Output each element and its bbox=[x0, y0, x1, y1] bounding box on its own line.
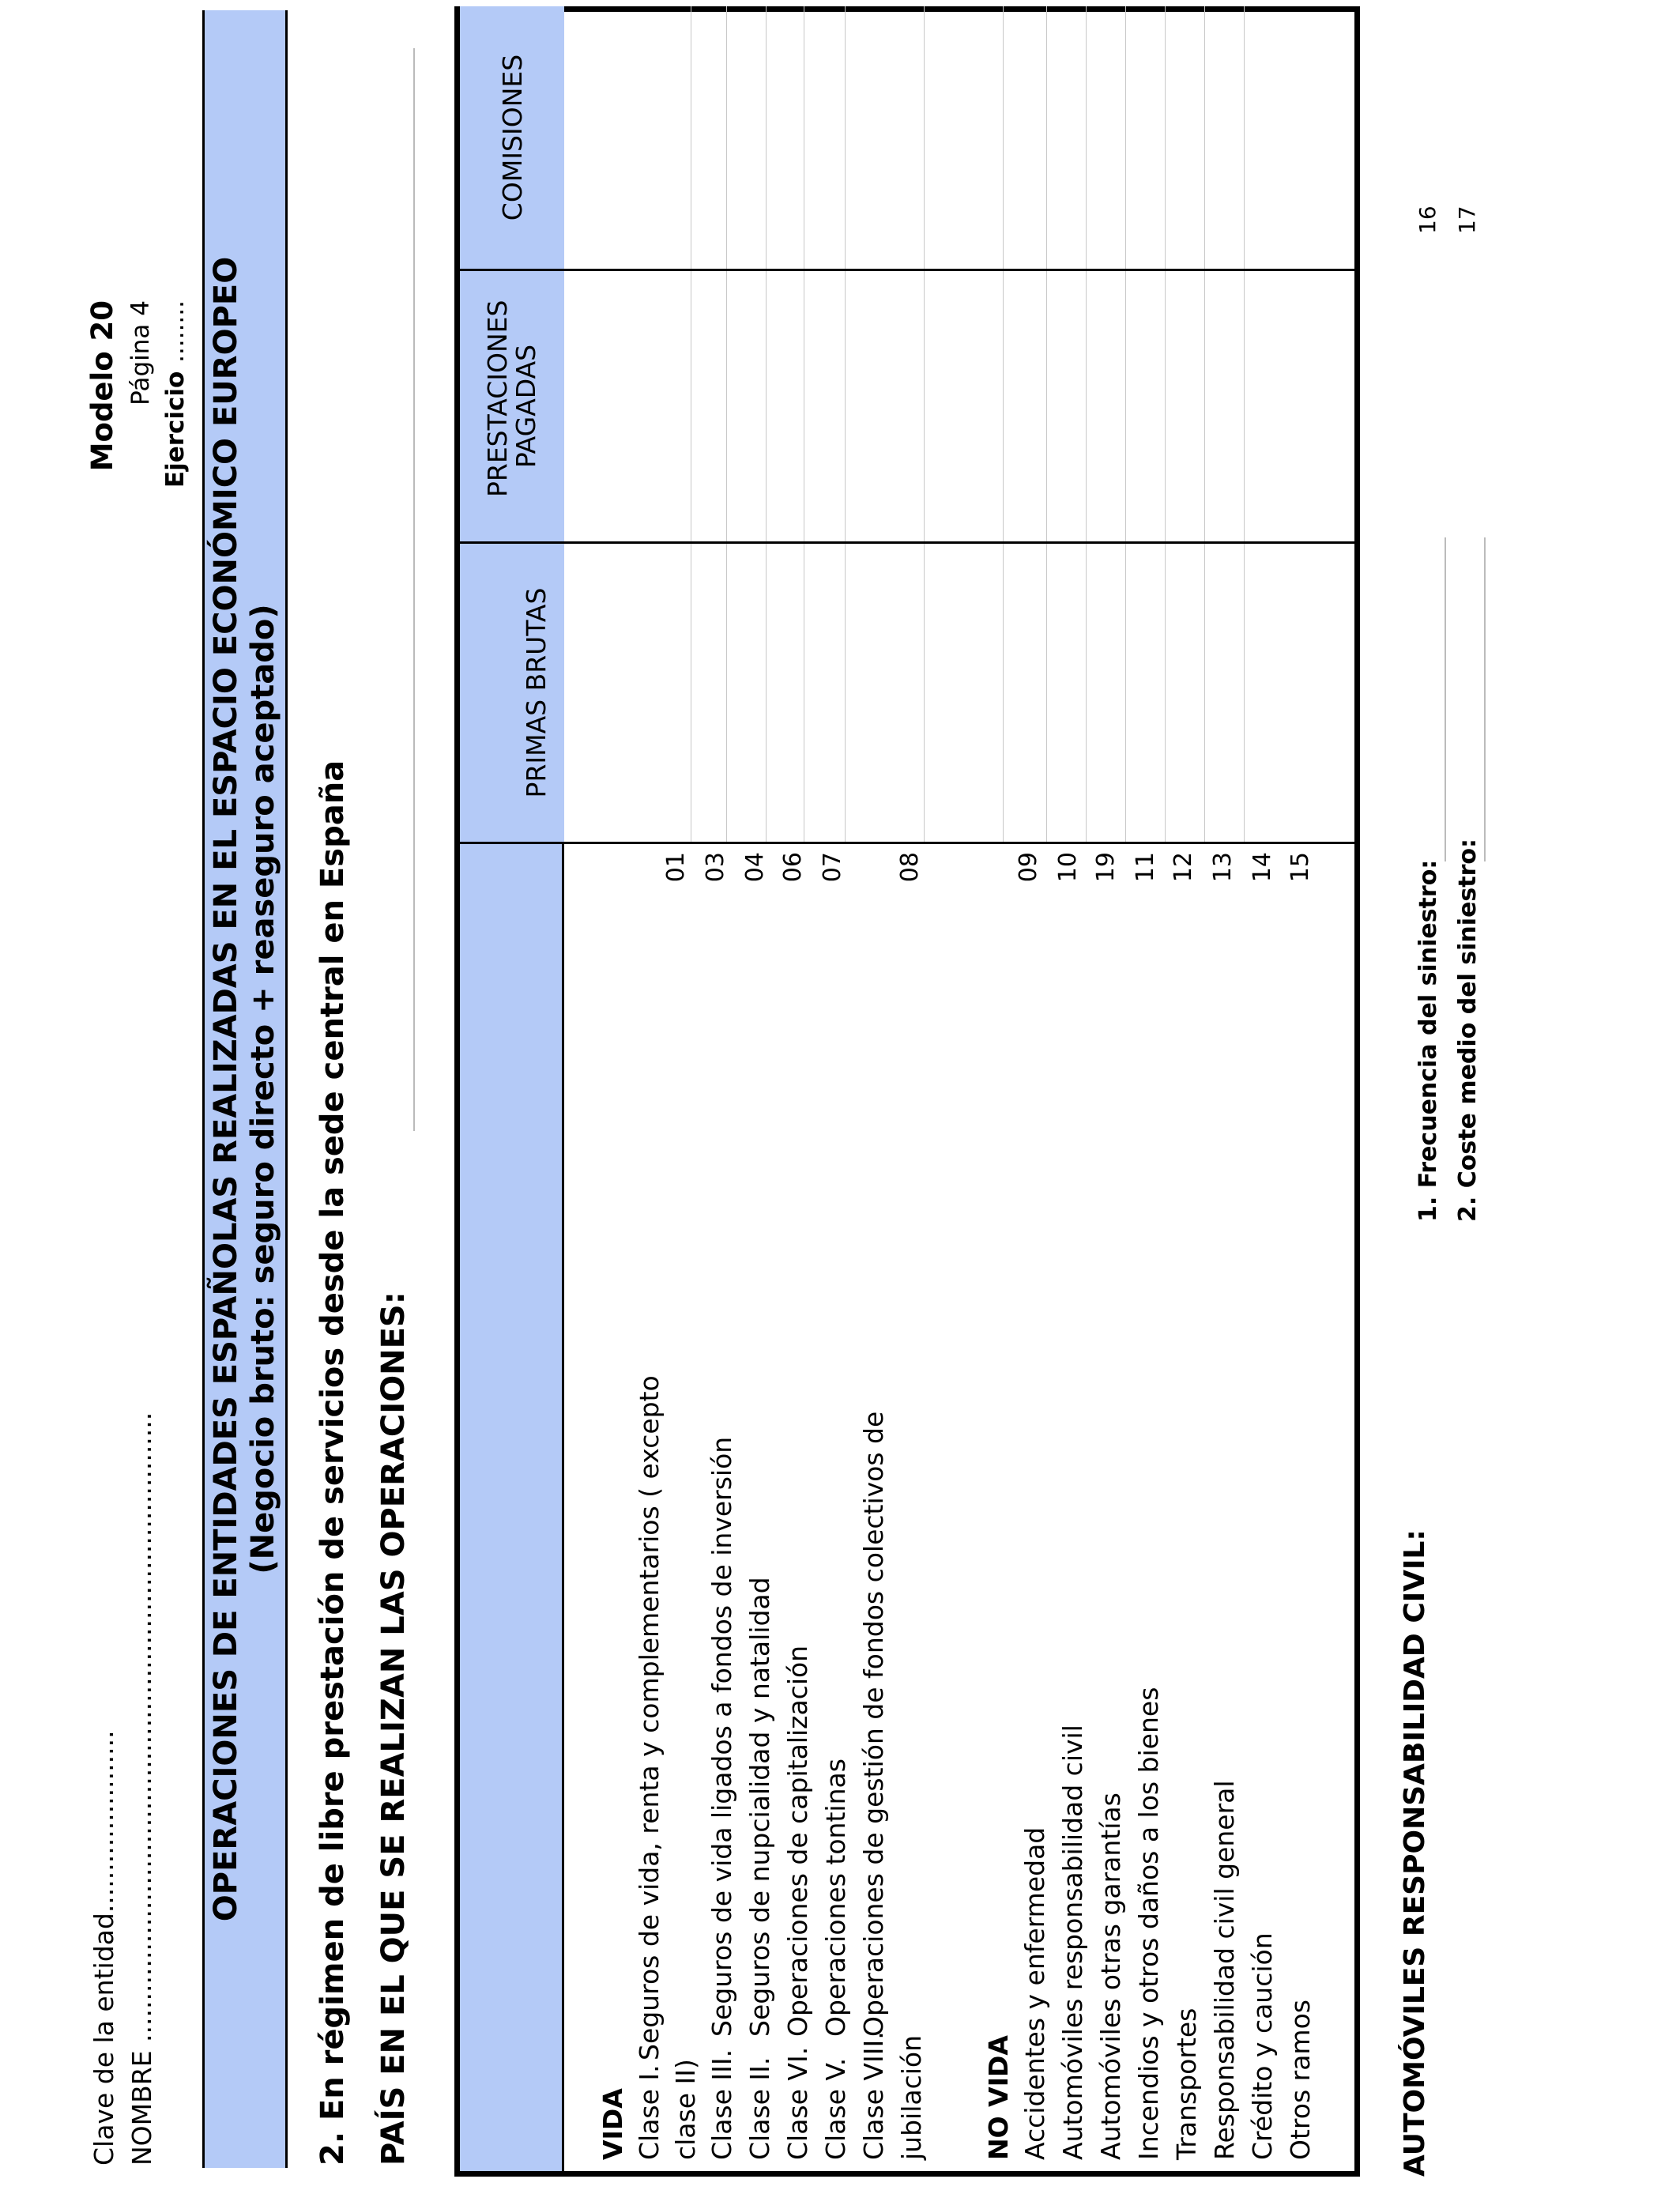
clave-entidad-label: Clave de la entidad...................... bbox=[89, 1730, 119, 2166]
ejercicio-label bbox=[161, 300, 190, 616]
row-code: 09 bbox=[1015, 852, 1042, 883]
coste-medio-input-line[interactable] bbox=[1484, 537, 1486, 861]
row-code: 03 bbox=[702, 852, 729, 883]
section-heading: 2. En régimen de libre prestación de servicios desde la sede central en España bbox=[315, 760, 351, 2166]
pais-input-line[interactable] bbox=[413, 48, 415, 1131]
row-code: 06 bbox=[779, 852, 807, 883]
no-vida-heading: NO VIDA bbox=[983, 2035, 1014, 2160]
row-code: 10 bbox=[1054, 852, 1082, 883]
col-body-comisiones[interactable] bbox=[564, 6, 1354, 271]
row-code: 07 bbox=[819, 852, 846, 883]
row-code: 15 bbox=[1286, 852, 1314, 883]
coste-medio-label: 2. Coste medio del siniestro: bbox=[1454, 838, 1482, 1222]
col-header-primas: PRIMAS BRUTAS bbox=[460, 544, 564, 844]
main-title: OPERACIONES DE ENTIDADES ESPAÑOLAS REALIZADAS EN EL ESPACIO ECONÓMICO EUROPEO bbox=[208, 256, 244, 1922]
title-band bbox=[202, 10, 288, 2168]
frecuencia-input-line[interactable] bbox=[1445, 537, 1446, 861]
row-code: 13 bbox=[1209, 852, 1237, 883]
row-code: 11 bbox=[1132, 852, 1159, 883]
coste-medio-code: 17 bbox=[1454, 205, 1480, 234]
frecuencia-code: 16 bbox=[1414, 205, 1441, 234]
automoviles-rc-title: AUTOMÓVILES RESPONSABILIDAD CIVIL: bbox=[1399, 1529, 1431, 2177]
row-code: 04 bbox=[741, 852, 769, 883]
col-header-comisiones: COMISIONES bbox=[460, 6, 564, 271]
row-code: 01 bbox=[662, 852, 690, 883]
col-body-primas[interactable] bbox=[564, 544, 1354, 844]
sub-title: (Negocio bruto: seguro directo + reaseguro aceptado) bbox=[245, 604, 281, 1574]
row-code: 19 bbox=[1092, 852, 1120, 883]
ejercicio-text: Ejercicio bbox=[161, 371, 190, 488]
col-body-prestaciones[interactable] bbox=[564, 271, 1354, 544]
operations-table: PRIMAS BRUTAS PRESTACIONES PAGADAS COMISIONES VIDA Clase I. Seguros de vida, renta y complementarios ( excepto clase II) 01 Clase III. Seguros de vida ligados a fondos de inversión 03 Clase II. Seguros de nupcialidad y natalidad 04 Clase VI. Operaciones de capitalización 06 Clase V. Operaciones tontinas 07 Clase VIII. Operaciones de gestión de fondos colectivos de jubilación 08 NO VIDA Accidentes y enfermedad 09 Automóviles responsabilidad civil 10 Automóviles otras garantías 19 Incendios y otros daños a los bienes 11 Transportes 12 Responsabilidad civil general 13 Crédito y caución 14 Otros ramos 15 bbox=[454, 6, 1360, 2177]
nombre-label: NOMBRE ............................................................................ bbox=[126, 1412, 157, 2166]
modelo-label: Modelo 20 bbox=[85, 300, 119, 472]
frecuencia-label: 1. Frecuencia del siniestro: bbox=[1414, 859, 1442, 1222]
row-code: 12 bbox=[1170, 852, 1197, 883]
vida-heading: VIDA bbox=[597, 2088, 628, 2160]
pais-label: PAÍS EN EL QUE SE REALIZAN LAS OPERACIONES: bbox=[375, 1291, 412, 2166]
row-code: 08 bbox=[896, 852, 924, 883]
col-header-prestaciones: PRESTACIONES PAGADAS bbox=[460, 271, 564, 544]
pagina-label: Página 4 bbox=[126, 300, 155, 405]
row-code: 14 bbox=[1249, 852, 1276, 883]
ejercicio-field[interactable]: ........ bbox=[161, 300, 190, 363]
